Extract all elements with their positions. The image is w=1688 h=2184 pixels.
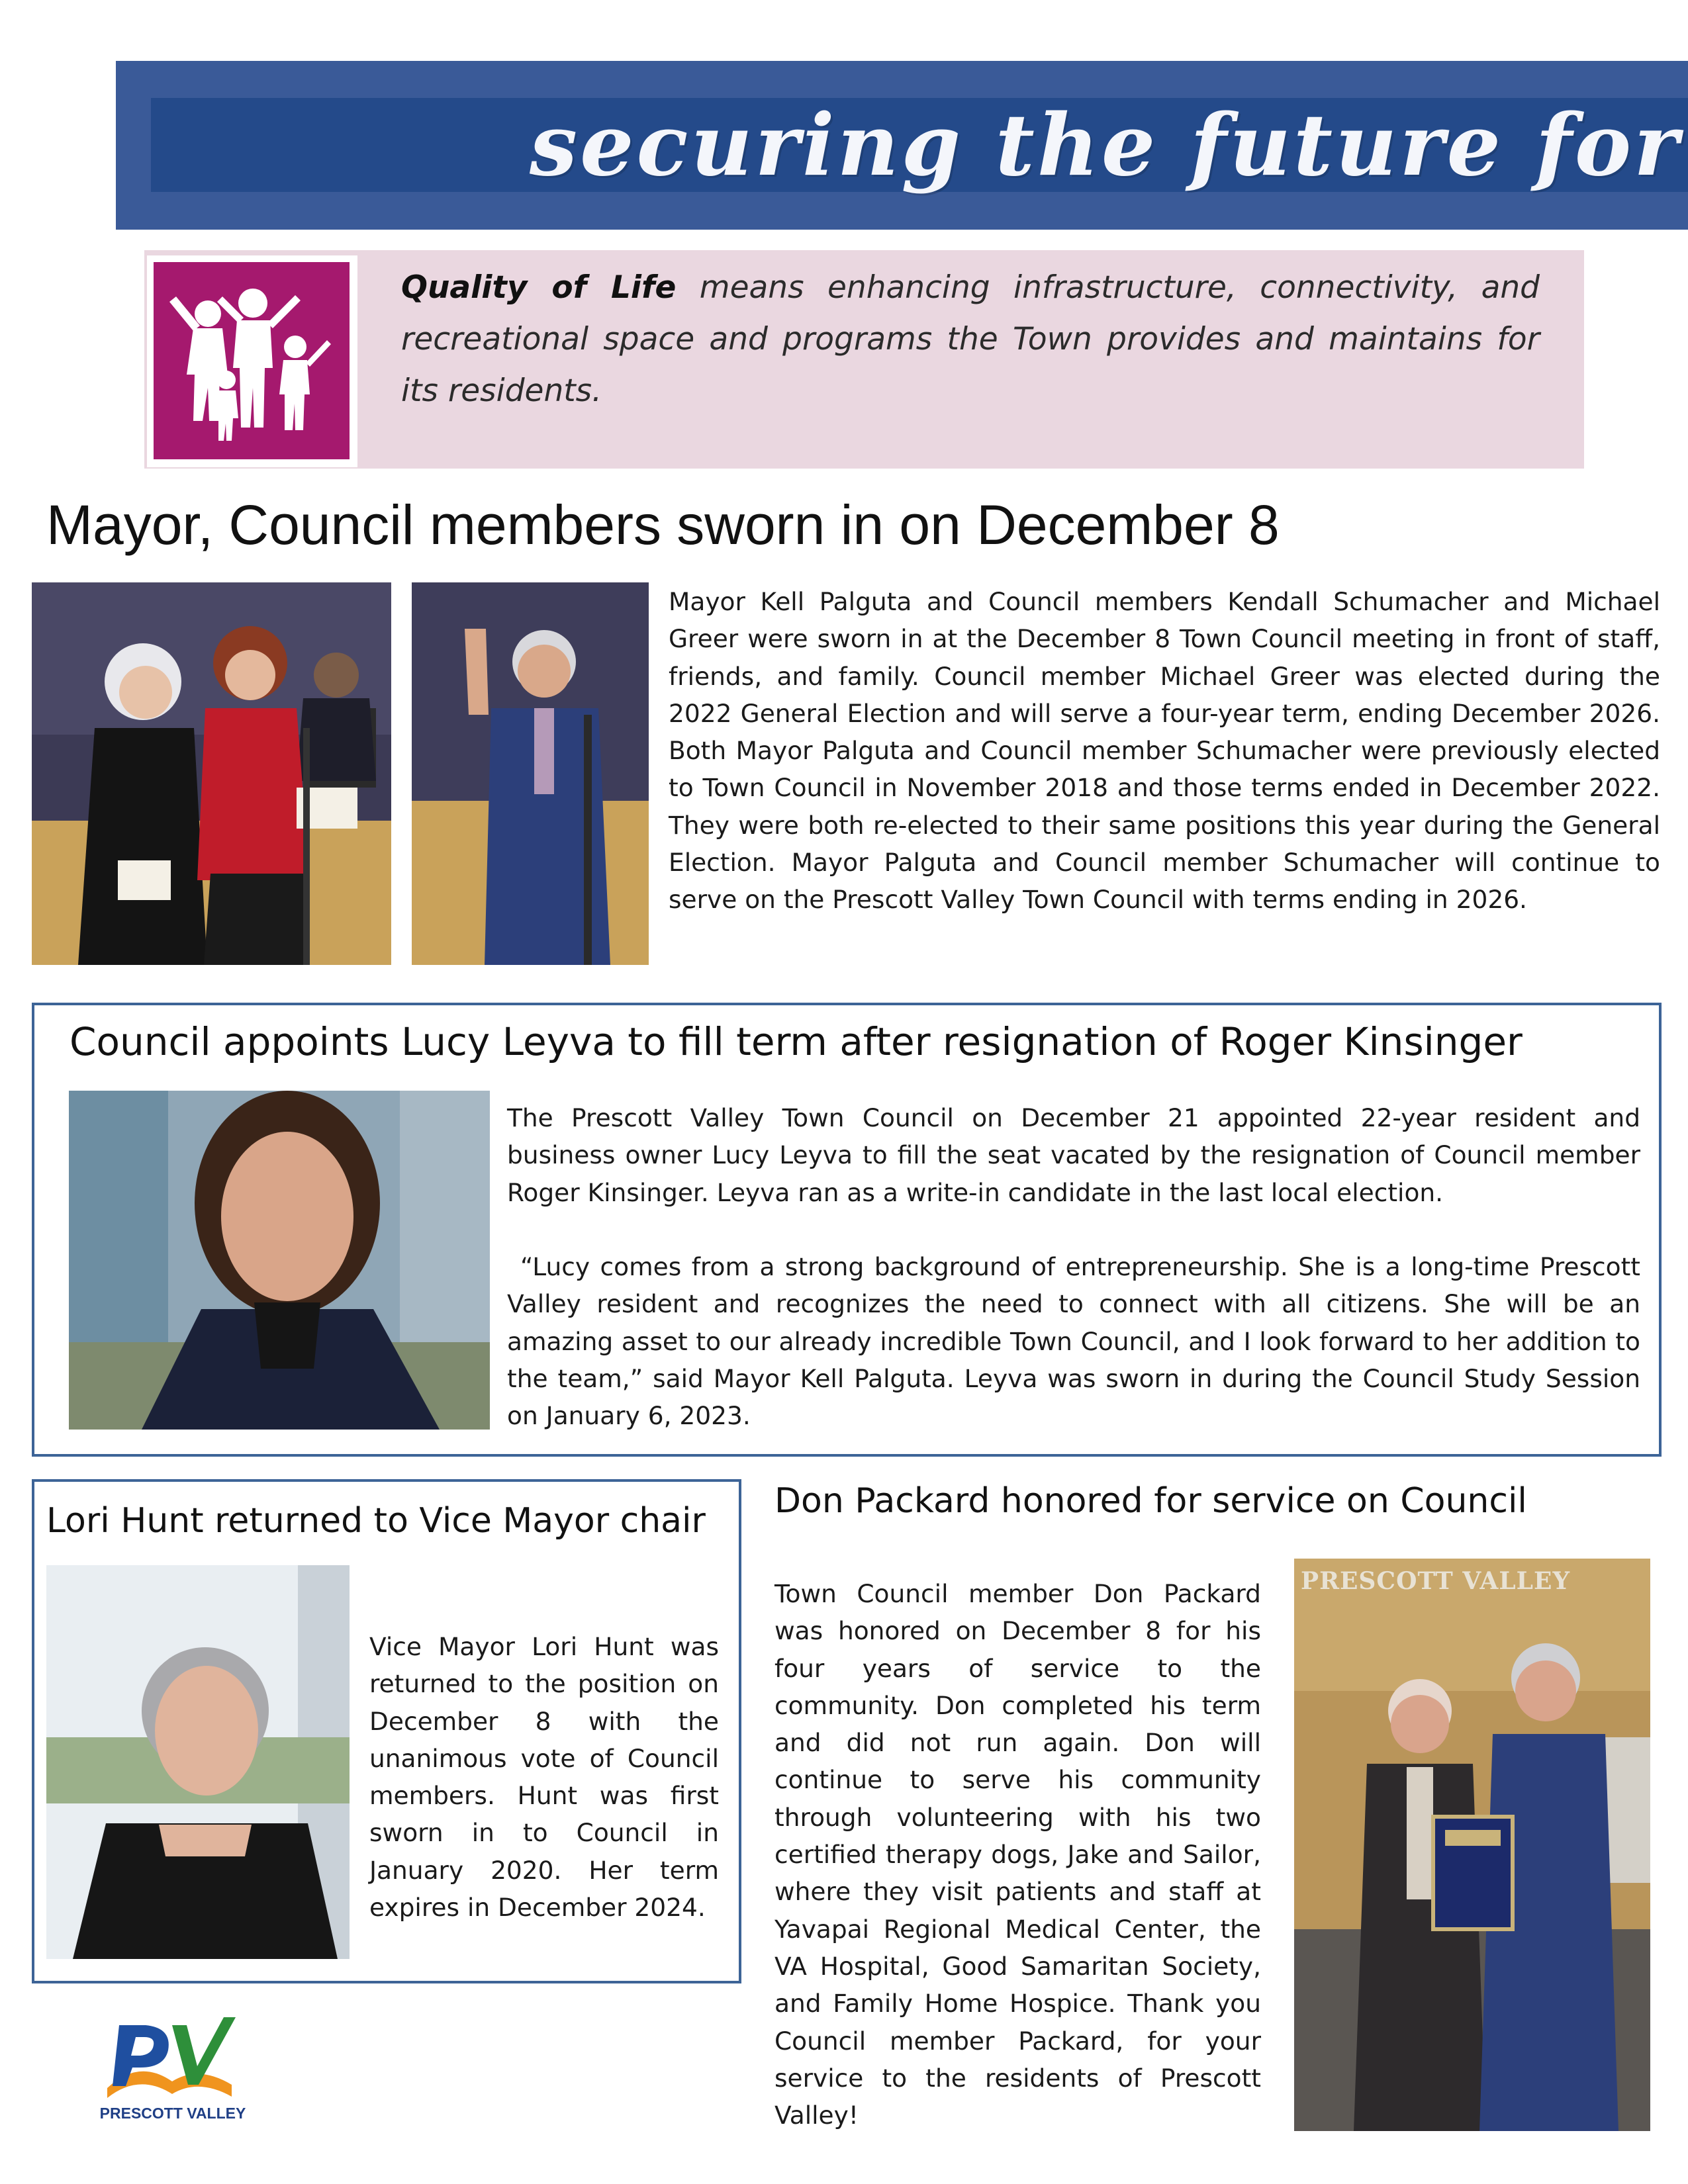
leyva-paragraph-1: The Prescott Valley Town Council on December 21 appointed 22-year resident and business owner Lucy Leyva to fill the seat vacated by the resignation of Council member Roger Kinsinger. Leyva ran as a write-in candidate in the last local election. xyxy=(507,1103,1640,1207)
photo-lori-hunt xyxy=(46,1565,350,1959)
photo-lucy-leyva xyxy=(69,1091,490,1430)
sworn-in-headline: Mayor, Council members sworn in on December 8 xyxy=(46,494,1280,556)
packard-body: Town Council member Don Packard was honored on December 8 for his four years of service to the community. Don completed his term and did not run again. Don will continue to serve his community through volunteering with his two certified therapy dogs, Jake and Sailor, where they visit patients and staff at Yavapai Regional Medical Center, the VA Hospital, Good Samaritan Society, and Family Home Hospice. Thank you Council member Packard, for your service to the residents of Prescott Valley! xyxy=(774,1579,1261,2130)
leyva-paragraph-2: “Lucy comes from a strong background of entrepreneurship. She is a long-time Prescott Valley resident and recognizes the need to connect with all citizens. She will be an amazing asset to our already incredible Town Council, and I look forward to her addition to the team,” said Mayor Kell Palguta. Leyva was sworn in during the Council Study Session on January 6, 2023. xyxy=(507,1252,1640,1431)
banner-title: securing the future for xyxy=(530,96,1681,195)
photo-sign-text: PRESCOTT VALLEY xyxy=(1301,1567,1571,1595)
prescott-valley-logo xyxy=(99,2012,245,2111)
packard-headline: Don Packard honored for service on Council xyxy=(774,1481,1527,1521)
quality-of-life-text xyxy=(401,262,1540,417)
quality-of-life-term: Quality of Life xyxy=(401,269,677,306)
hunt-headline: Lori Hunt returned to Vice Mayor chair xyxy=(46,1501,706,1541)
photo-don-packard-plaque xyxy=(1294,1559,1650,2131)
hunt-body: Vice Mayor Lori Hunt was returned to the position on December 8 with the unanimous vote of Council members. Hunt was first sworn in to Council in January 2020. Her term expires in December 2024. xyxy=(369,1632,719,1923)
photo-council-member-sworn-in xyxy=(412,582,649,965)
photo-mayor-and-council-member-sworn-in xyxy=(32,582,391,965)
family-icon xyxy=(154,262,350,459)
logo-name: PRESCOTT VALLEY xyxy=(99,2105,246,2122)
leyva-headline: Council appoints Lucy Leyva to fill term after resignation of Roger Kinsinger xyxy=(70,1019,1523,1064)
quality-of-life-description: means enhancing infrastructure, connectivity, and recreational space and programs the Town provides and maintains for its residents. xyxy=(401,269,1540,409)
sworn-in-body: Mayor Kell Palguta and Council members Kendall Schumacher and Michael Greer were sworn in at the December 8 Town Council meeting in front of staff, friends, and family. Council member Michael Greer was elected during the 2022 General Election and will serve a four-year term, ending December 2026. Both Mayor Palguta and Council member Schumacher were previously elected to Town Council in November 2018 and those terms ended in December 2022. They were both re-elected to their same positions this year during the General Election. Mayor Palguta and Council member Schumacher will continue to serve on the Prescott Valley Town Council with terms ending in 2026. xyxy=(669,587,1660,915)
